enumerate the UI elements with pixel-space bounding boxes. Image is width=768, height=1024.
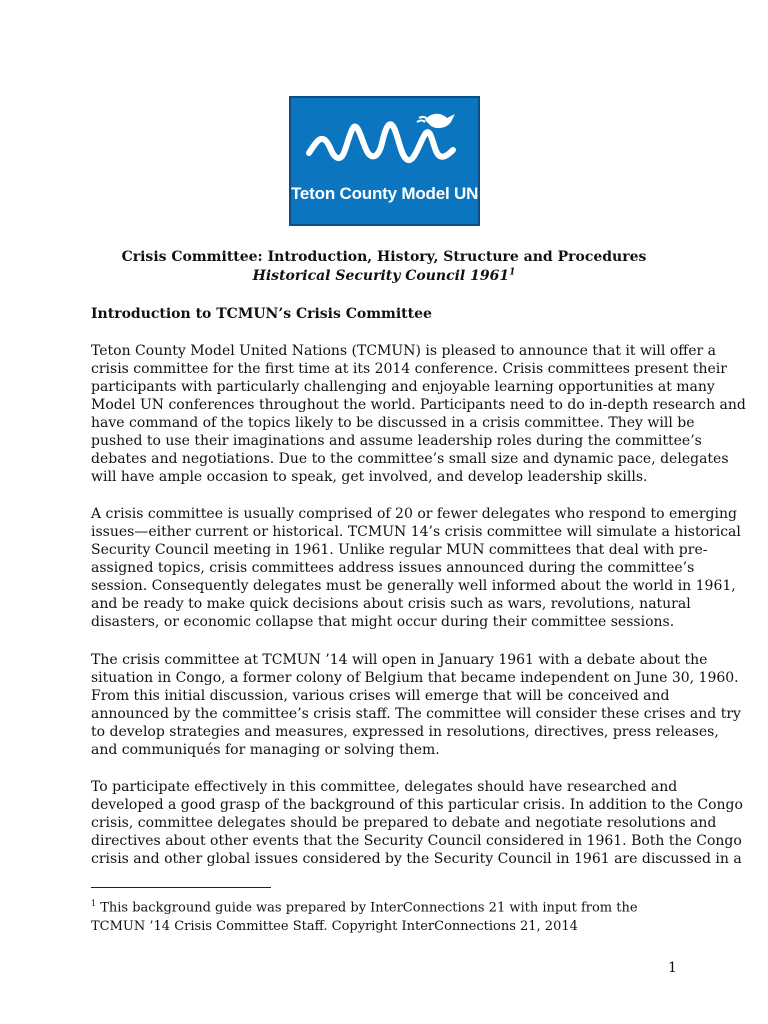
- footnote-separator: [91, 887, 271, 888]
- document-title: Crisis Committee: Introduction, History, Structure and Procedures: [121, 249, 647, 265]
- paragraph-line: will have ample occasion to speak, get involved, and develop leadership skills.: [91, 469, 648, 485]
- subtitle-footnote-mark: 1: [509, 267, 516, 278]
- paragraph-line: announced by the committee’s crisis staff. The committee will consider these crises and try: [91, 706, 741, 722]
- paragraph-3: [91, 651, 741, 759]
- document-title-block: [40, 248, 728, 286]
- wave-and-dove-icon: [291, 98, 478, 188]
- paragraph-4: [91, 778, 743, 868]
- paragraph-line: to develop strategies and measures, expressed in resolutions, directives, press releases,: [91, 724, 719, 740]
- paragraph-line: and be ready to make quick decisions about crisis such as wars, revolutions, natural: [91, 596, 691, 612]
- teton-county-model-un-logo: [289, 96, 480, 226]
- paragraph-line: session. Consequently delegates must be generally well informed about the world in 1961,: [91, 578, 736, 594]
- footnote-text-1: This background guide was prepared by InterConnections 21 with input from the: [96, 900, 638, 916]
- paragraph-line: crisis committee for the first time at its 2014 conference. Crisis committees present their: [91, 361, 727, 377]
- footnote-line-2: TCMUN ’14 Crisis Committee Staff. Copyright InterConnections 21, 2014: [91, 919, 578, 935]
- paragraph-line: issues—either current or historical. TCMUN 14’s crisis committee will simulate a historical: [91, 524, 741, 540]
- document-subtitle-text: Historical Security Council 1961: [252, 268, 510, 284]
- paragraph-line: and communiqués for managing or solving them.: [91, 742, 440, 758]
- paragraph-line: crisis and other global issues considered by the Security Council in 1961 are discussed in a: [91, 851, 742, 867]
- paragraph-1: [91, 342, 746, 486]
- paragraph-line: participants with particularly challenging and enjoyable learning opportunities at many: [91, 379, 715, 395]
- footnote: [91, 894, 711, 936]
- paragraph-line: developed a good grasp of the background of this particular crisis. In addition to the Congo: [91, 797, 743, 813]
- page-number: 1: [668, 960, 677, 976]
- paragraph-line: Model UN conferences throughout the world. Participants need to do in-depth research and: [91, 397, 746, 413]
- paragraph-line: have command of the topics likely to be discussed in a crisis committee. They will be: [91, 415, 695, 431]
- paragraph-line: debates and negotiations. Due to the committee’s small size and dynamic pace, delegates: [91, 451, 729, 467]
- paragraph-line: To participate effectively in this committee, delegates should have researched and: [91, 779, 678, 795]
- paragraph-line: crisis, committee delegates should be prepared to debate and negotiate resolutions and: [91, 815, 717, 831]
- section-heading: Introduction to TCMUN’s Crisis Committee: [91, 306, 432, 322]
- logo-text: Teton County Model UN: [291, 184, 479, 203]
- paragraph-2: [91, 505, 741, 631]
- paragraph-line: disasters, or economic collapse that might occur during their committee sessions.: [91, 614, 675, 630]
- paragraph-line: pushed to use their imaginations and assume leadership roles during the committee’s: [91, 433, 702, 449]
- paragraph-line: assigned topics, crisis committees address issues announced during the committee’s: [91, 560, 695, 576]
- paragraph-line: situation in Congo, a former colony of Belgium that became independent on June 30, 1960.: [91, 670, 739, 686]
- document-subtitle: [40, 267, 728, 286]
- paragraph-line: directives about other events that the Security Council considered in 1961. Both the Congo: [91, 833, 742, 849]
- footnote-line-1: [91, 894, 711, 917]
- footnote-mark: 1: [91, 899, 97, 908]
- paragraph-line: From this initial discussion, various crises will emerge that will be conceived and: [91, 688, 670, 704]
- paragraph-line: Security Council meeting in 1961. Unlike regular MUN committees that deal with pre-: [91, 542, 708, 558]
- paragraph-line: A crisis committee is usually comprised of 20 or fewer delegates who respond to emerging: [91, 506, 737, 522]
- paragraph-line: Teton County Model United Nations (TCMUN) is pleased to announce that it will offer a: [91, 343, 716, 359]
- paragraph-line: The crisis committee at TCMUN ’14 will open in January 1961 with a debate about the: [91, 652, 708, 668]
